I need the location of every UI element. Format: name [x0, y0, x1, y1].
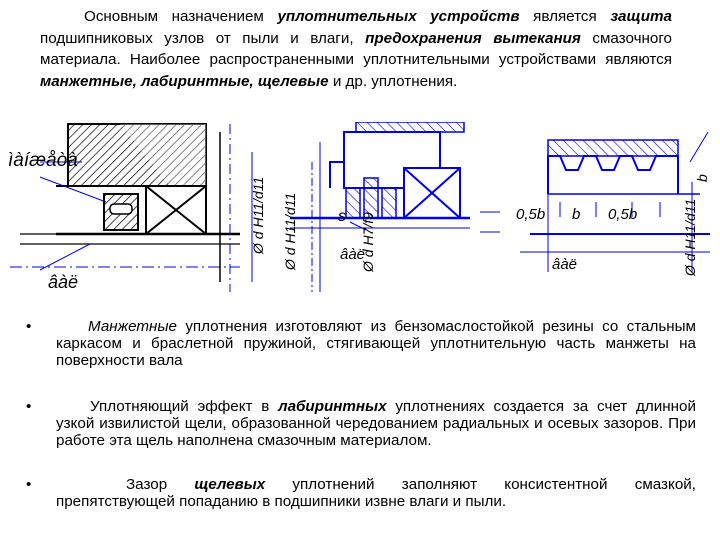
label-b-top: b	[694, 174, 710, 182]
label-shaft-left: âàë	[48, 272, 79, 292]
label-cuff: ìàíæåòà	[8, 150, 78, 171]
label-half-b-2: 0,5b	[608, 206, 638, 223]
seal-drawings	[0, 122, 720, 312]
bullet-text-2: уплотнениях создается за счет длинной узкой извилистой щели, образованной чередованием радиальных и осевых зазоров. При работе эта щель наполнена смазочным материалом.	[56, 398, 696, 449]
bullet-lip-seals	[26, 318, 696, 369]
term-gap: щелевых	[194, 476, 266, 493]
bullet-marker: •	[26, 476, 32, 493]
bullet-marker: •	[26, 398, 32, 415]
intro-term-protection: защита	[610, 8, 672, 25]
term-lip: Манжетные	[88, 318, 177, 335]
bullet-text-3: уплотнений заполняют консистентной смазкой, препятствующей попаданию в подшипники извне влаги и пыли.	[56, 476, 696, 510]
label-fit-right: Ø d H11/d11	[682, 198, 698, 276]
label-fit3: Ø d H7/f9	[360, 212, 376, 272]
intro-paragraph	[40, 6, 672, 92]
bullet-marker: •	[26, 318, 32, 335]
intro-mid3: смазочного материала. Наиболее распространенными уплотнительными устройствами являются	[40, 29, 672, 68]
intro-term-leakage: предохранения вытекания	[365, 29, 581, 47]
bullet-pre-3: Зазор	[126, 476, 168, 493]
bullet-pre-2: Уплотняющий эффект в	[90, 398, 270, 415]
label-b-mid: b	[572, 206, 581, 223]
label-fit2: Ø d H11/d11	[282, 192, 298, 270]
label-fit1: Ø d H11/d11	[250, 176, 266, 254]
label-s: s	[338, 208, 346, 225]
intro-mid2: подшипниковых узлов от пыли и влаги,	[40, 29, 354, 47]
bullet-gap-seals	[26, 476, 696, 510]
term-labyrinth: лабиринтных	[278, 398, 387, 415]
bullet-text-1: уплотнения изготовляют из бензомаслостойкой резины со стальным каркасом и браслетной пружиной, стягивающей уплотнительную часть манжеты на поверхности вала	[56, 318, 696, 369]
bullet-labyrinth-seals	[26, 398, 696, 449]
label-shaft-right: âàë	[552, 256, 578, 273]
intro-term-seals: уплотнительных устройств	[277, 8, 520, 25]
label-half-b-1: 0,5b	[516, 206, 546, 223]
intro-term-types: манжетные, лабиринтные, щелевые	[40, 72, 329, 90]
label-shaft-middle: âàë	[340, 246, 366, 263]
intro-mid1: является	[533, 8, 597, 25]
labyrinth-seal-drawing	[290, 122, 500, 292]
intro-lead: Основным назначением	[84, 8, 264, 25]
intro-tail: и др. уплотнения.	[332, 72, 458, 90]
groove-profile	[548, 156, 678, 194]
